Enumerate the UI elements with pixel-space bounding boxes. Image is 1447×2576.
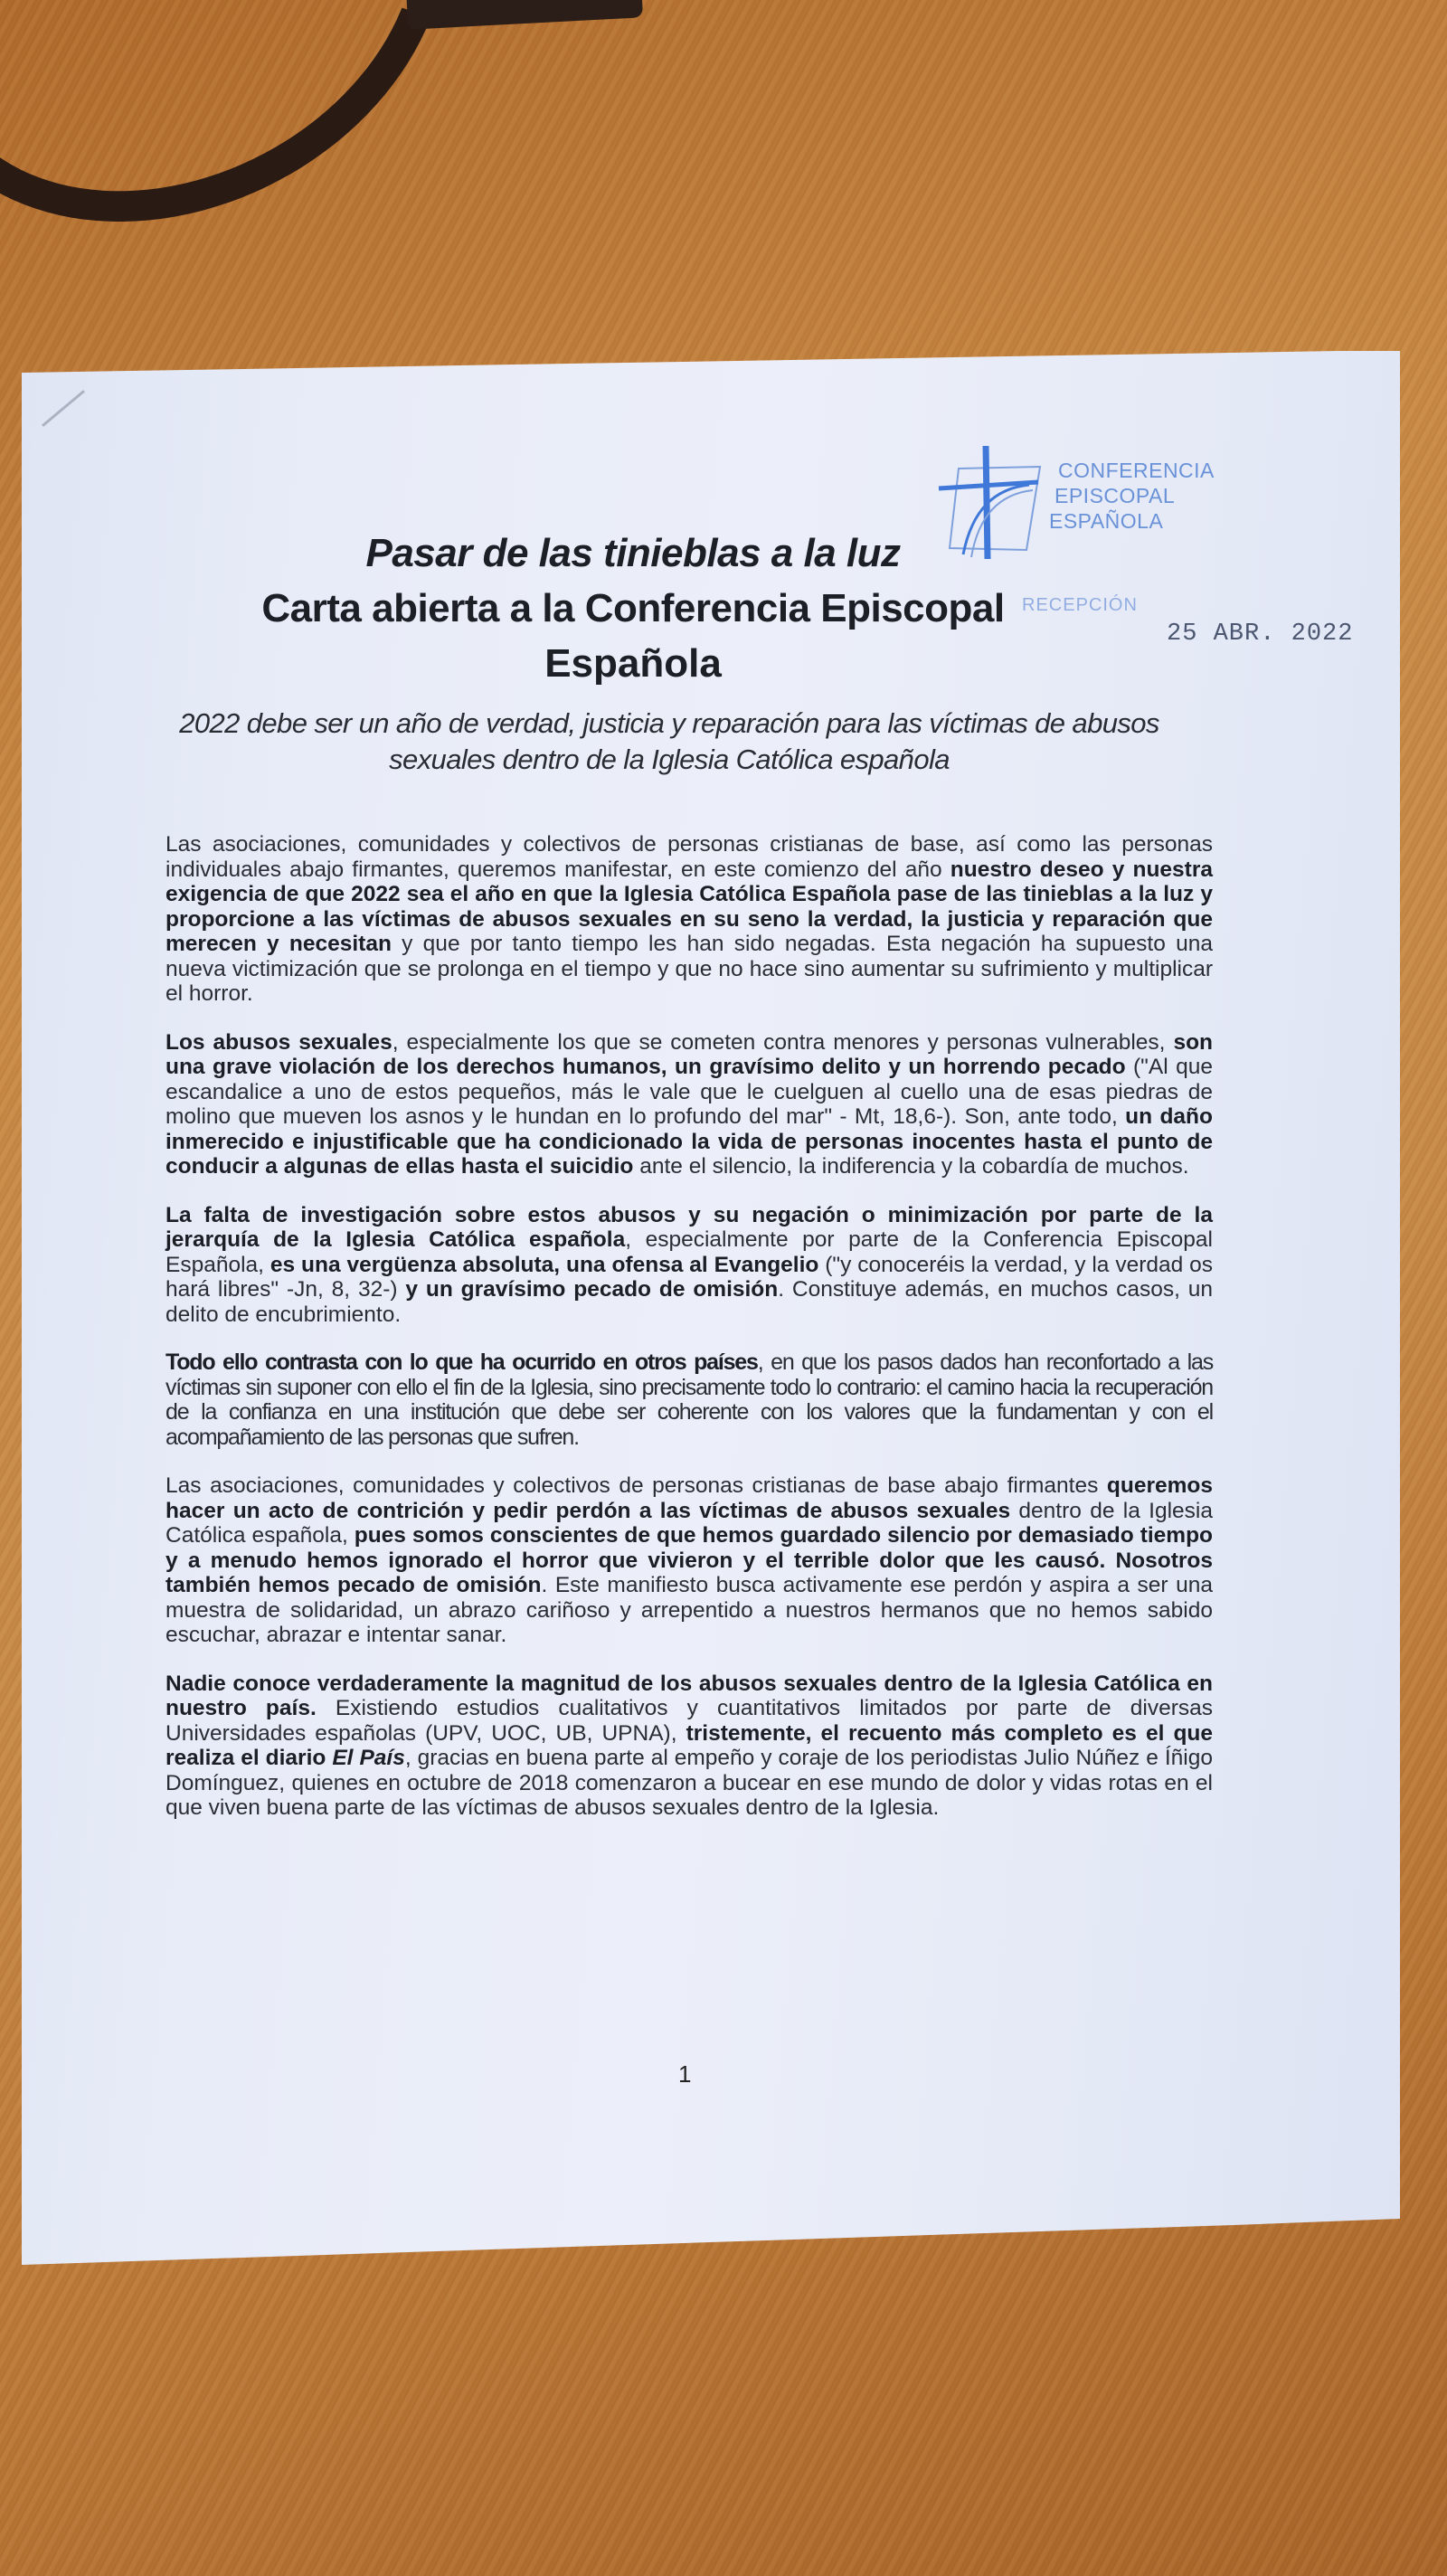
paragraph-text: Las asociaciones, comunidades y colectivos de personas cristianas de base abajo firmantes (166, 1473, 1107, 1498)
paragraph-3 (166, 1203, 1213, 1328)
paragraph-6 (166, 1672, 1213, 1821)
paragraph-1 (166, 832, 1213, 1007)
emphasized-text: nuestro deseo y nuestra exigencia de que 2022 sea el año en que la Iglesia Católica Española pase de las tinieblas a la luz y proporcione a las víctimas de abusos sexuales en su seno la verdad, la justicia y reparación que merecen y necesitan (166, 857, 1213, 956)
paragraph-text: Existiendo estudios cualitativos y cuantitativos limitados por parte de diversas Universidades españolas (UPV, UOC, UB, UPNA), (166, 1696, 1213, 1746)
paragraph-text: . Este manifiesto busca activamente ese perdón y aspira a ser una muestra de solidaridad, un abrazo cariñoso y arrepentido a nuestros hermanos que no hemos sabido escuchar, abrazar e intentar sanar. (166, 1573, 1213, 1647)
document-title (181, 526, 1085, 691)
emphasized-text: Todo ello contrasta con lo que ha ocurrido en otros países (166, 1350, 758, 1375)
paragraph-text: , gracias en buena parte al empeño y coraje de los periodistas Julio Núñez e Íñigo Domínguez, quienes en octubre de 2018 comenzaron a bucear en ese mundo de dolor y vidas rotas en el que viven buena parte de las víctimas de abusos sexuales dentro de la Iglesia. (166, 1746, 1213, 1820)
stamp-org-line2: EPISCOPAL (1055, 484, 1176, 507)
title-line-2: Carta abierta a la Conferencia Episcopal (261, 586, 1005, 630)
stamp-registry-label: RECEPCIÓN (1022, 595, 1138, 615)
stamp-organization (1049, 458, 1215, 534)
cable (0, 0, 530, 314)
stamp-date: 25 ABR. 2022 (1167, 620, 1354, 648)
paragraph-text: ante el silencio, la indiferencia y la cobardía de muchos. (633, 1154, 1189, 1179)
page-number: 1 (678, 2060, 692, 2088)
emphasized-text: La falta de investigación sobre estos abusos y su negación o minimización por parte de la jerarquía de la Iglesia Católica española (166, 1202, 1213, 1252)
paragraph-text: dentro de la Iglesia Católica española, (166, 1498, 1213, 1548)
document-subtitle: 2022 debe ser un año de verdad, justicia y reparación para las víctimas de abusos sexuales dentro de la Iglesia Católica española (179, 707, 1159, 775)
paragraph-text: Las asociaciones, comunidades y colectivos de personas cristianas de base, así como las personas individuales abajo firmantes, queremos manifestar, en este comienzo del año (166, 832, 1213, 882)
paragraph-text: y que por tanto tiempo les han sido negadas. Esta negación ha supuesto una nueva victimización que se prolonga en el tiempo y que no hace sino aumentar su sufrimiento y multiplicar el horror. (166, 932, 1213, 1006)
paragraph-text: , especialmente los que se cometen contra menores y personas vulnerables, (392, 1029, 1174, 1055)
paragraph-text: ("Al que escandalice a uno de estos pequeños, más le vale que le cuelguen al cuello una de esas piedras de molino que mueven los asnos y le hundan en lo profundo del mar" - Mt, 18,6-). Son, ante todo, (166, 1055, 1213, 1129)
paragraph-text: , en que los pasos dados han reconfortado a las víctimas sin suponer con ello el fin de la Iglesia, sino precisamente todo lo contrario: el camino hacia la recuperación de la confianza en una institución que debe ser coherente con los valores que la fundamentan y con el acompañamiento de las personas que sufren. (166, 1350, 1214, 1450)
emphasized-text: El País (332, 1746, 405, 1770)
paragraph-text: ("y conoceréis la verdad, y la verdad os hará libres" -Jn, 8, 32-) (166, 1252, 1214, 1302)
title-line-1: Pasar de las tinieblas a la luz (365, 531, 901, 575)
emphasized-text: un daño inmerecido e injustificable que ha condicionado la vida de personas inocentes hasta el punto de conducir a algunas de ellas hasta el suicidio (166, 1104, 1213, 1179)
emphasized-text: queremos hacer un acto de contrición y pedir perdón a las víctimas de abusos sexuales (166, 1473, 1213, 1523)
emphasized-text: tristemente, el recuento más completo es el que realiza el diario (166, 1720, 1214, 1770)
title-line-3: Española (544, 641, 722, 686)
paragraph-text: , especialmente por parte de la Conferencia Episcopal Española, (166, 1227, 1213, 1277)
device-edge (406, 0, 643, 30)
paragraph-4 (166, 1350, 1213, 1450)
emphasized-text: y un gravísimo pecado de omisión (405, 1277, 779, 1302)
paragraph-2 (166, 1030, 1213, 1179)
paragraph-text: . Constituye además, en muchos casos, un delito de encubrimiento. (166, 1277, 1213, 1327)
stamp-org-line3: ESPAÑOLA (1049, 509, 1164, 533)
paragraph-5 (166, 1473, 1213, 1648)
letter-body (166, 832, 1213, 1844)
emphasized-text: Nadie conoce verdaderamente la magnitud de los abusos sexuales dentro de la Iglesia Católica en nuestro país. (166, 1671, 1213, 1720)
emphasized-text: pues somos conscientes de que hemos guardado silencio por demasiado tiempo y a menudo hemos ignorado el horror que vivieron y el terrible dolor que les causó. Nosotros también hemos pecado de omisión (166, 1523, 1213, 1597)
stamp-org-line1: CONFERENCIA (1058, 459, 1215, 482)
emphasized-text: Los abusos sexuales (166, 1029, 392, 1055)
emphasized-text: son una grave violación de los derechos humanos, un gravísimo delito y un horrendo pecado (166, 1029, 1213, 1079)
emphasized-text: es una vergüenza absoluta, una ofensa al Evangelio (270, 1252, 819, 1277)
